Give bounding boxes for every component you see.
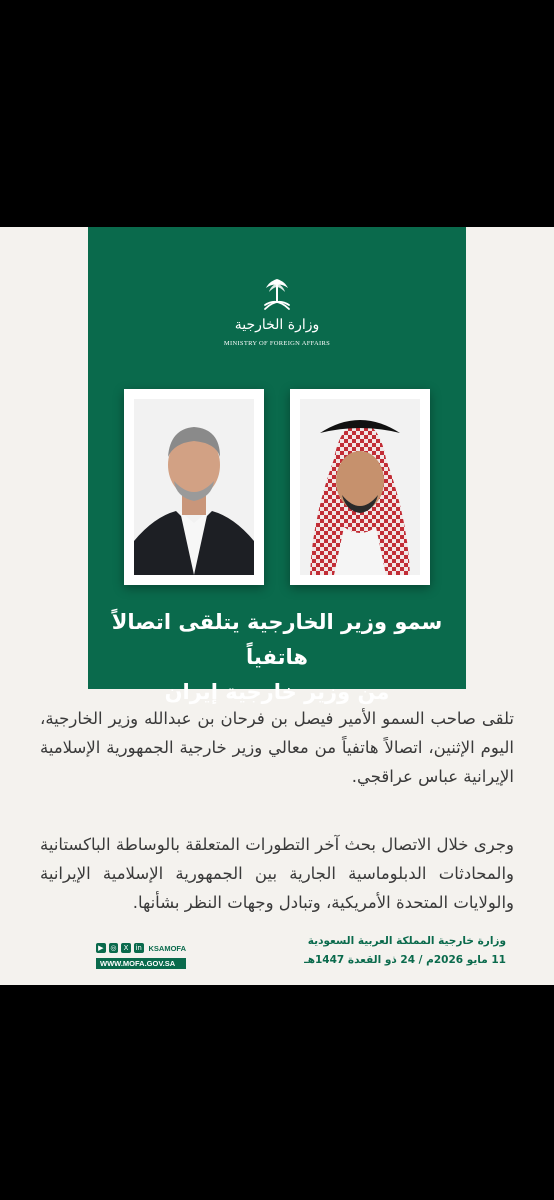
paragraph-2: وجرى خلال الاتصال بحث آخر التطورات المتعلقة بالوساطة الباكستانية والمحادثات الدبلوماسية الجارية بين الجمهورية الإسلامية الإيرانية والولايات المتحدة الأمريكية، وتبادل وجهات النظر بشأنها. [40, 835, 514, 912]
headline [98, 605, 456, 710]
paragraph-1: تلقى صاحب السمو الأمير فيصل بن فرحان بن عبدالله وزير الخارجية، اليوم الإثنين، اتصالاً هاتفياً من معالي وزير خارجية الجمهورية الإسلامية الإيرانية عباس عراقجي. [40, 709, 514, 786]
youtube-icon[interactable]: ▶ [96, 943, 106, 953]
palm-and-swords-emblem-icon [257, 275, 297, 315]
social-handle[interactable]: KSAMOFA [148, 943, 186, 953]
footer-organization: وزارة خارجية المملكة العربية السعودية [307, 935, 506, 947]
social-links [96, 941, 186, 955]
website-link[interactable]: WWW.MOFA.GOV.SA [96, 958, 186, 969]
green-banner [88, 227, 466, 704]
minister-portrait-suit-icon [134, 399, 254, 575]
ministry-logo-english: MINISTRY OF FOREIGN AFFAIRS [223, 340, 331, 347]
headline-line-1: سمو وزير الخارجية يتلقى اتصالاً هاتفياً [111, 610, 443, 669]
photo-saudi-minister [290, 389, 430, 585]
headline-line-2: من وزير خارجية إيران [164, 680, 390, 704]
instagram-icon[interactable]: ◎ [110, 944, 117, 952]
ministry-logo-arabic: وزارة الخارجية [234, 317, 320, 333]
status-bar [0, 0, 554, 40]
x-icon[interactable]: X [121, 943, 131, 953]
news-post-card [0, 227, 554, 985]
minister-portrait-shemagh-icon [300, 399, 420, 575]
linkedin-icon[interactable]: in [135, 944, 142, 952]
photo-iranian-minister [124, 389, 264, 585]
footer-date: 11 مايو 2026م / 24 ذو القعدة 1447هـ [304, 954, 506, 966]
